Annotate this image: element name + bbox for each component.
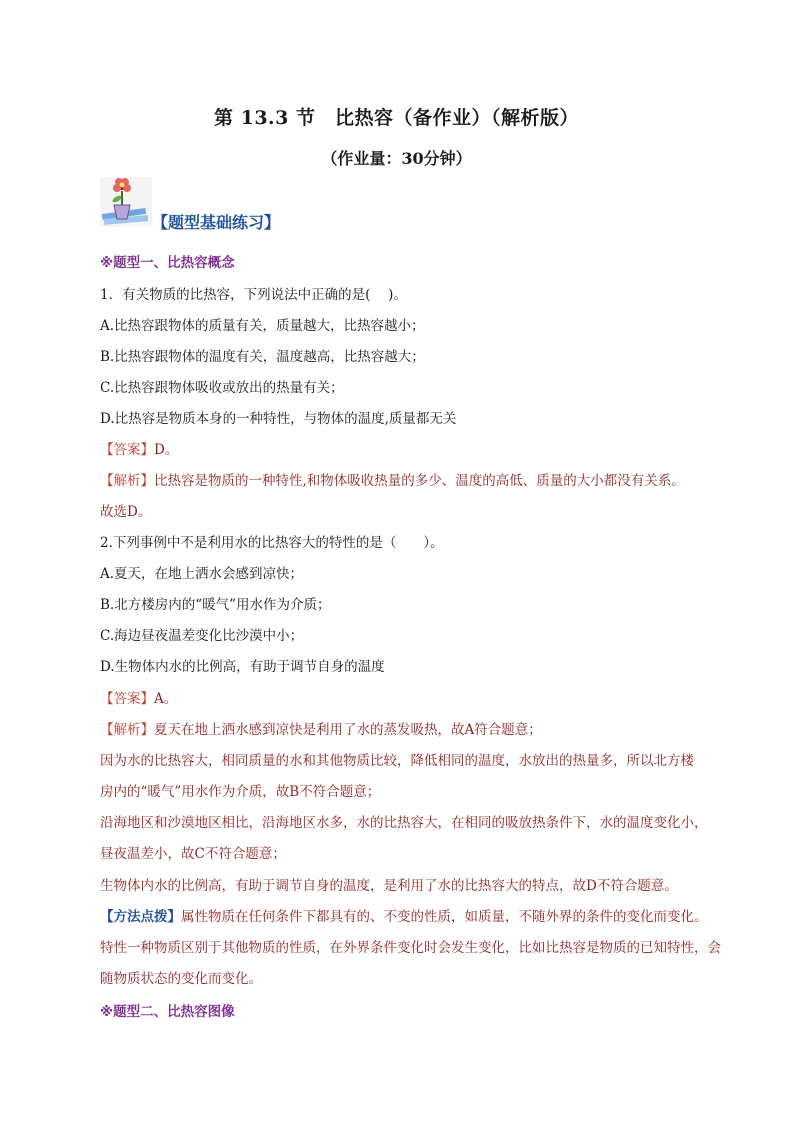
q1-option-c: C.比热容跟物体吸收或放出的热量有关；: [100, 380, 344, 396]
q2-option-d: D.生物体内水的比例高，有助于调节自身的温度: [100, 659, 385, 675]
answer-value: A。: [154, 691, 178, 707]
method-tag: 【方法点拨】: [100, 909, 181, 925]
q2-analysis-3b: 昼夜温差小，故C不符合题意；: [100, 846, 286, 862]
q2-analysis-4: 生物体内水的比例高，有助于调节自身的温度，是利用了水的比热容大的特点，故D不符合题意。: [100, 878, 678, 894]
question-type-1: ※题型一、比热容概念: [100, 255, 235, 271]
method-tip-3: 随物质状态的变化而变化。: [100, 971, 262, 987]
analysis-tag: 【解析】: [100, 473, 154, 489]
analysis-tag: 【解析】: [100, 722, 154, 738]
q2-option-b: B.北方楼房内的“暖气”用水作为介质；: [100, 597, 331, 613]
answer-value: D。: [154, 442, 179, 458]
q2-option-a: A.夏天，在地上洒水会感到凉快；: [100, 566, 304, 582]
method-tip-2: 特性一种物质区别于其他物质的性质，在外界条件变化时会发生变化，比如比热容是物质的已知特性，会: [100, 940, 721, 956]
q2-option-c: C.海边昼夜温差变化比沙漠中小；: [100, 628, 304, 644]
q2-analysis-2b: 房内的“暖气”用水作为介质，故B不符合题意；: [100, 784, 381, 800]
q2-answer: [100, 689, 730, 709]
analysis-text: 比热容是物质的一种特性,和物体吸收热量的多少、温度的高低、质量的大小都没有关系。: [154, 473, 685, 489]
analysis-text: 因为水的比热容大，相同质量的水和其他物质比较，降低相同的温度，水放出的热量多，所以北方楼: [100, 753, 694, 769]
answer-tag: 【答案】: [100, 691, 154, 707]
q1-option-a: A.比热容跟物体的质量有关，质量越大，比热容越小；: [100, 318, 425, 334]
question-type-2: ※题型二、比热容图像: [100, 1004, 235, 1020]
q1-analysis: [100, 471, 730, 491]
page-title: 第 13.3 节 比热容（备作业）（解析版）: [213, 107, 579, 129]
q2-analysis-1: [100, 720, 730, 740]
q1-answer: [100, 440, 730, 460]
page-subtitle: （作业量：30分钟）: [321, 149, 472, 168]
q2-analysis-2a: [100, 751, 730, 771]
q1-conclusion: 故选D。: [100, 504, 152, 520]
q1-option-d: D.比热容是物质本身的一种特性，与物体的温度,质量都无关: [100, 411, 457, 427]
method-tip-1: [100, 907, 730, 927]
method-text: 属性物质在任何条件下都具有的、不变的性质，如质量，不随外界的条件的变化而变化。: [181, 909, 708, 925]
answer-tag: 【答案】: [100, 442, 154, 458]
section-header: 【题型基础练习】: [152, 213, 281, 232]
q1-stem: 1．有关物质的比热容，下列说法中正确的是( )。: [100, 287, 407, 303]
analysis-text: 夏天在地上洒水感到凉快是利用了水的蒸发吸热，故A符合题意；: [154, 722, 542, 738]
flower-pot-icon: [100, 177, 152, 227]
q2-stem: 2.下列事例中不是利用水的比热容大的特性的是（ ）。: [100, 535, 444, 551]
q1-option-b: B.比热容跟物体的温度有关，温度越高，比热容越大；: [100, 349, 425, 365]
q2-analysis-3a: 沿海地区和沙漠地区相比，沿海地区水多，水的比热容大，在相同的吸放热条件下，水的温度变化小，: [100, 815, 708, 831]
